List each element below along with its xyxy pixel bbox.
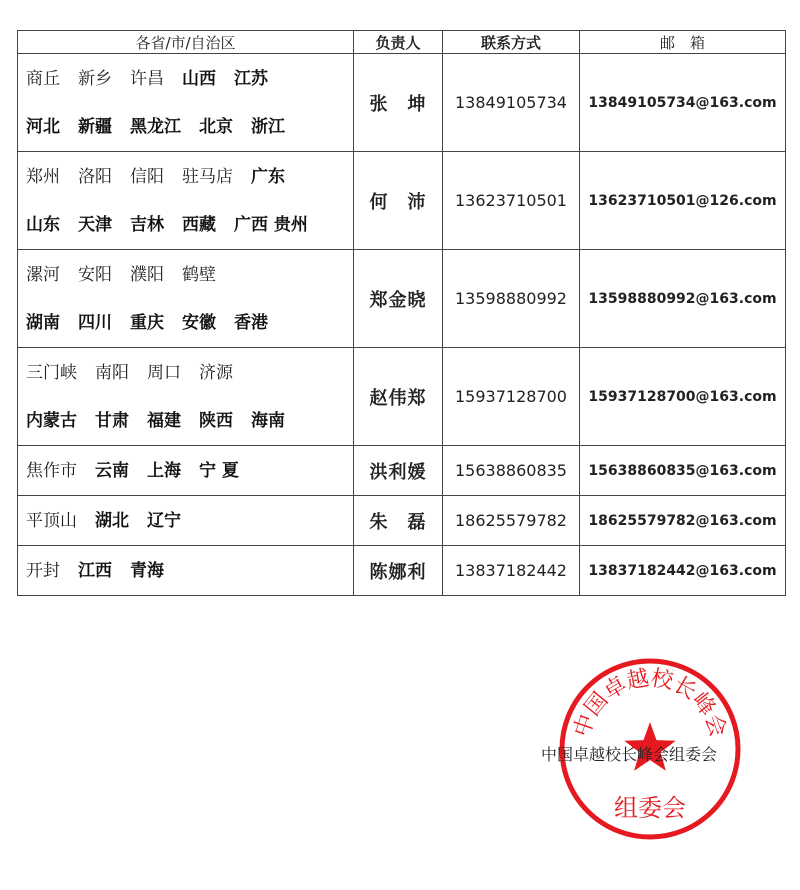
region-name: 北京	[199, 116, 233, 137]
region-name: 山东	[26, 214, 60, 235]
email-cell: 15638860835@163.com	[580, 446, 786, 496]
person-cell: 洪利媛	[354, 446, 443, 496]
region-line	[26, 116, 353, 138]
phone-cell: 13837182442	[443, 546, 580, 596]
region-name: 广东	[251, 166, 285, 187]
region-name: 河北	[26, 116, 60, 137]
table-row	[18, 152, 786, 250]
region-name: 天津	[78, 214, 112, 235]
region-line	[26, 510, 353, 532]
region-cell	[18, 250, 354, 348]
region-name: 宁 夏	[199, 460, 239, 481]
phone-cell: 18625579782	[443, 496, 580, 546]
region-cell	[18, 152, 354, 250]
email-cell: 13598880992@163.com	[580, 250, 786, 348]
seal-arc-text: 中国卓越校长峰会	[569, 665, 731, 741]
region-cell	[18, 446, 354, 496]
seal-bottom-text: 组委会	[614, 794, 686, 822]
region-name: 江苏	[234, 68, 268, 89]
region-name: 洛阳	[78, 166, 112, 187]
region-name: 周口	[147, 362, 181, 383]
region-name: 吉林	[130, 214, 164, 235]
region-line	[26, 312, 353, 334]
header-phone: 联系方式	[443, 31, 580, 54]
region-line	[26, 460, 353, 482]
region-line	[26, 166, 353, 188]
region-line	[26, 410, 353, 432]
region-line	[26, 68, 353, 90]
region-name: 许昌	[130, 68, 164, 89]
region-name: 辽宁	[147, 510, 181, 531]
region-line	[26, 264, 353, 286]
contact-table	[17, 30, 786, 596]
signature-text: 中国卓越校长峰会组委会	[541, 745, 718, 764]
header-region: 各省/市/自治区	[18, 31, 354, 54]
phone-cell: 15937128700	[443, 348, 580, 446]
person-cell: 陈娜利	[354, 546, 443, 596]
region-name: 浙江	[251, 116, 285, 137]
person-cell: 赵伟郑	[354, 348, 443, 446]
region-cell	[18, 348, 354, 446]
region-name: 重庆	[130, 312, 164, 333]
region-name: 山西	[182, 68, 216, 89]
person-cell: 郑金晓	[354, 250, 443, 348]
region-name: 郑州	[26, 166, 60, 187]
region-cell	[18, 54, 354, 152]
region-name: 江西	[78, 560, 112, 581]
region-name: 安阳	[78, 264, 112, 285]
region-name: 新疆	[78, 116, 112, 137]
region-name: 青海	[130, 560, 164, 581]
region-name: 济源	[199, 362, 233, 383]
phone-cell: 13623710501	[443, 152, 580, 250]
region-name: 平顶山	[26, 510, 77, 531]
region-line	[26, 560, 353, 582]
phone-cell: 15638860835	[443, 446, 580, 496]
region-name: 驻马店	[182, 166, 233, 187]
phone-cell: 13849105734	[443, 54, 580, 152]
header-person: 负责人	[354, 31, 443, 54]
region-name: 黑龙江	[130, 116, 181, 137]
region-name: 海南	[251, 410, 285, 431]
region-name: 陕西	[199, 410, 233, 431]
email-cell: 18625579782@163.com	[580, 496, 786, 546]
person-cell: 朱 磊	[354, 496, 443, 546]
region-name: 湖南	[26, 312, 60, 333]
table-row	[18, 546, 786, 596]
region-name: 焦作市	[26, 460, 77, 481]
person-cell: 张 坤	[354, 54, 443, 152]
region-name: 香港	[234, 312, 268, 333]
table-row	[18, 348, 786, 446]
region-line	[26, 362, 353, 384]
email-cell: 15937128700@163.com	[580, 348, 786, 446]
region-name: 广西 贵州	[234, 214, 308, 235]
region-name: 漯河	[26, 264, 60, 285]
region-name: 云南	[95, 460, 129, 481]
region-name: 甘肃	[95, 410, 129, 431]
region-name: 西藏	[182, 214, 216, 235]
region-name: 内蒙古	[26, 410, 77, 431]
region-name: 三门峡	[26, 362, 77, 383]
region-name: 福建	[147, 410, 181, 431]
table-header-row	[18, 31, 786, 54]
region-name: 上海	[147, 460, 181, 481]
region-name: 湖北	[95, 510, 129, 531]
header-email: 邮 箱	[580, 31, 786, 54]
region-name: 信阳	[130, 166, 164, 187]
email-cell: 13849105734@163.com	[580, 54, 786, 152]
region-name: 鹤壁	[182, 264, 216, 285]
table-row	[18, 496, 786, 546]
email-cell: 13837182442@163.com	[580, 546, 786, 596]
table-row	[18, 446, 786, 496]
region-name: 新乡	[78, 68, 112, 89]
email-cell: 13623710501@126.com	[580, 152, 786, 250]
region-name: 南阳	[95, 362, 129, 383]
region-name: 濮阳	[130, 264, 164, 285]
phone-cell: 13598880992	[443, 250, 580, 348]
region-name: 开封	[26, 560, 60, 581]
region-name: 安徽	[182, 312, 216, 333]
region-name: 四川	[78, 312, 112, 333]
region-cell	[18, 546, 354, 596]
region-cell	[18, 496, 354, 546]
table-row	[18, 54, 786, 152]
table-row	[18, 250, 786, 348]
region-name: 商丘	[26, 68, 60, 89]
person-cell: 何 沛	[354, 152, 443, 250]
region-line	[26, 214, 353, 236]
